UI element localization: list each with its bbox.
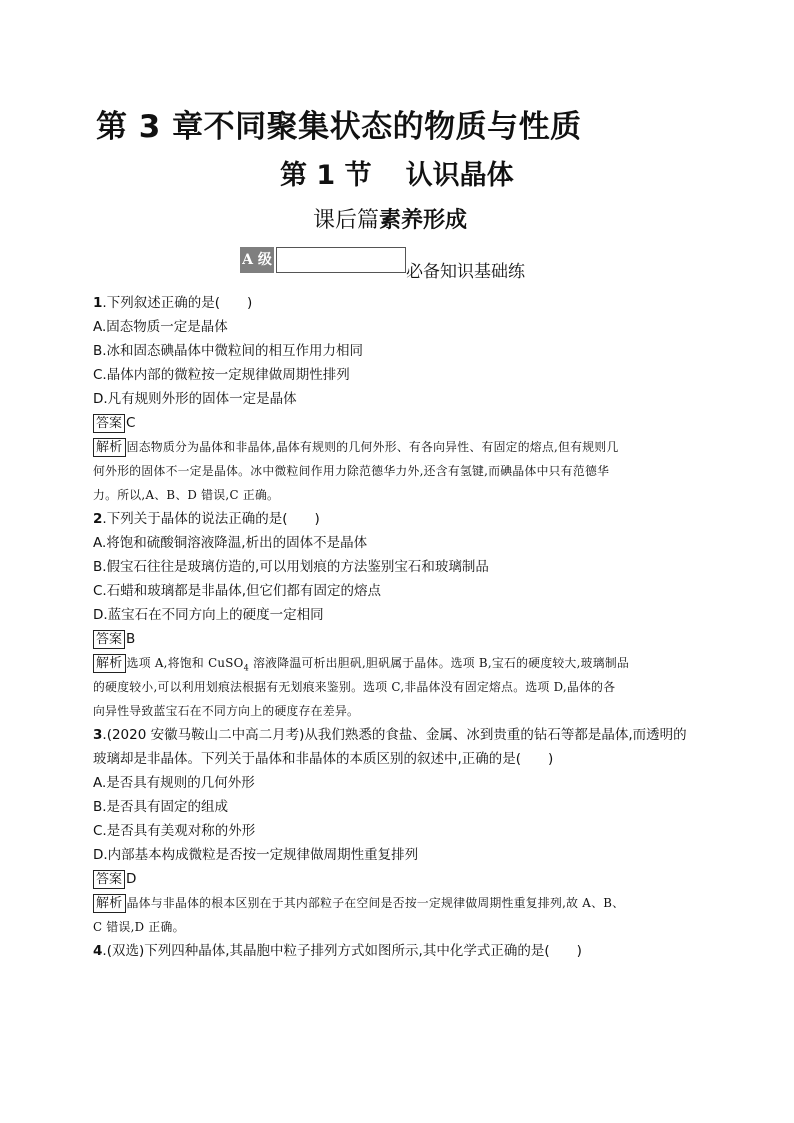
option-a: A.固态物质一定是晶体 <box>93 319 228 335</box>
question-number: 3 <box>93 727 103 743</box>
option-b: B.冰和固态碘晶体中微粒间的相互作用力相同 <box>93 343 364 359</box>
answer-row <box>93 627 713 651</box>
analysis-label: 解析 <box>93 438 126 457</box>
answer-label: 答案 <box>93 414 125 433</box>
section-number: 第 1 节 <box>280 160 372 191</box>
analysis-line: 何外形的固体不一定是晶体。冰中微粒间作用力除范德华力外,还含有氢键,而碘晶体中只有范德华 <box>93 464 610 478</box>
option-d: D.凡有规则外形的固体一定是晶体 <box>93 391 297 407</box>
question-text: .(2020 安徽马鞍山二中高二月考)从我们熟悉的食盐、金属、冰到贵重的钻石等都是晶体,而透明的 <box>102 727 687 743</box>
answer-value: D <box>126 871 137 887</box>
subscript: 4 <box>243 663 250 673</box>
chapter-title: 第 3 章不同聚集状态的物质与性质 <box>96 109 582 145</box>
analysis-text: 晶体与非晶体的根本区别在于其内部粒子在空间是否按一定规律做周期性重复排列,故 A、B、 <box>126 896 625 910</box>
option-c: C.是否具有美观对称的外形 <box>93 823 256 839</box>
option-c: C.晶体内部的微粒按一定规律做周期性排列 <box>93 367 350 383</box>
analysis-text: 固态物质分为晶体和非晶体,晶体有规则的几何外形、有各向异性、有固定的熔点,但有规则几 <box>126 440 619 454</box>
question-number: 4 <box>93 943 103 959</box>
option-c: C.石蜡和玻璃都是非晶体,但它们都有固定的熔点 <box>93 583 382 599</box>
option-d: D.蓝宝石在不同方向上的硬度一定相同 <box>93 607 324 623</box>
subsection-prefix: 课后篇 <box>313 208 380 233</box>
subsection-title <box>313 203 467 234</box>
analysis-line: 的硬度较小,可以利用划痕法根据有无划痕来鉴别。选项 C,非晶体没有固定熔点。选项 D,晶体的各 <box>93 680 616 694</box>
level-empty-box <box>276 247 406 273</box>
level-title: 必备知识基础练 <box>406 262 525 282</box>
question-list <box>93 291 713 963</box>
question-3-stem <box>93 723 713 747</box>
option-a: A.是否具有规则的几何外形 <box>93 775 255 791</box>
analysis-line: C 错误,D 正确。 <box>93 920 185 934</box>
answer-row <box>93 411 713 435</box>
question-3-stem-cont: 玻璃却是非晶体。下列关于晶体和非晶体的本质区别的叙述中,正确的是( ) <box>93 751 554 767</box>
subsection-bold: 素养形成 <box>379 208 468 233</box>
question-2-stem <box>93 507 713 531</box>
question-text: .下列叙述正确的是( ) <box>102 295 253 311</box>
option-b: B.是否具有固定的组成 <box>93 799 229 815</box>
question-text: .(双选)下列四种晶体,其晶胞中粒子排列方式如图所示,其中化学式正确的是( ) <box>102 943 582 959</box>
answer-label: 答案 <box>93 870 125 889</box>
section-name: 认识晶体 <box>405 160 514 191</box>
analysis-line: 向异性导致蓝宝石在不同方向上的硬度存在差异。 <box>93 704 360 718</box>
analysis-label: 解析 <box>93 654 126 673</box>
option-a: A.将饱和硫酸铜溶液降温,析出的固体不是晶体 <box>93 535 368 551</box>
question-text: .下列关于晶体的说法正确的是( ) <box>102 511 320 527</box>
level-badge: A 级 <box>240 247 274 273</box>
question-1-stem <box>93 291 713 315</box>
option-d: D.内部基本构成微粒是否按一定规律做周期性重复排列 <box>93 847 419 863</box>
section-title <box>280 153 514 192</box>
question-number: 1 <box>93 295 103 311</box>
analysis-line <box>93 891 713 915</box>
question-4-stem <box>93 939 713 963</box>
answer-value: B <box>126 631 136 647</box>
analysis-line <box>93 651 713 675</box>
answer-row <box>93 867 713 891</box>
analysis-line: 力。所以,A、B、D 错误,C 正确。 <box>93 488 280 502</box>
analysis-text: 溶液降温可析出胆矾,胆矾属于晶体。选项 B,宝石的硬度较大,玻璃制品 <box>249 656 630 670</box>
question-number: 2 <box>93 511 103 527</box>
analysis-line <box>93 435 713 459</box>
analysis-label: 解析 <box>93 894 126 913</box>
answer-value: C <box>126 415 136 431</box>
analysis-text: 选项 A,将饱和 CuSO <box>126 656 244 670</box>
option-b: B.假宝石往往是玻璃仿造的,可以用划痕的方法鉴别宝石和玻璃制品 <box>93 559 489 575</box>
answer-label: 答案 <box>93 630 125 649</box>
